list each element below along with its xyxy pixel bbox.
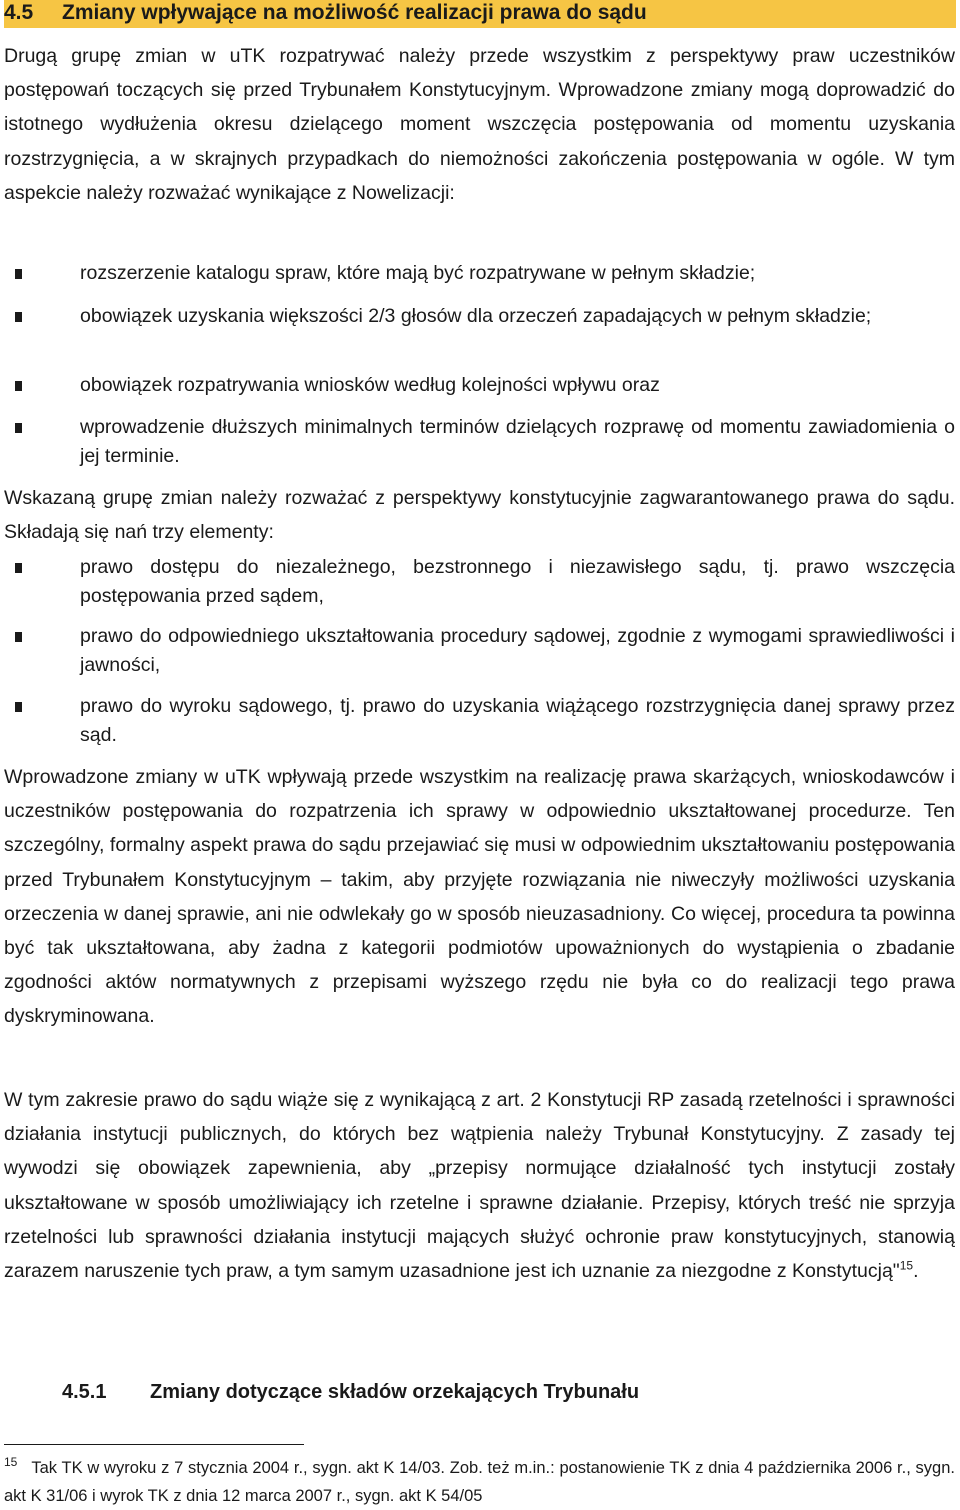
paragraph-reliability-text: W tym zakresie prawo do sądu wiąże się z wynikającą z art. 2 Konstytucji RP zasadą rzetelności i sprawności działania instytucji publicznych, do których bez wątpienia należy Trybunał Konstytucyjny. Z zasady tej wywodzi się obowiązek zapewnienia, aby „przepisy normujące działalność tych instytucji zostały ukształtowane w sposób umożliwiający ich rzetelne i sprawne działanie. Przepisy, których treść nie sprzyja rzetelności lub sprawności działania instytucji mających służyć ochronie praw konstytucyjnych, stanowią zarazem naruszenie tych praw, a tym samym uzasadnione jest ich uznanie za niezgodne z Konstytucją" [4,1089,955,1283]
paragraph-procedure: Wprowadzone zmiany w uTK wpływają przede wszystkim na realizację prawa skarżących, wnioskodawców i uczestników postępowania do rozpatrzenia ich sprawy w odpowiednio ukształtowanej procedurze. Ten szczególny, formalny aspekt prawa do sądu przejawiać się musi w odpowiednim ukształtowaniu postępowania przed Trybunałem Konstytucyjnym – takim, aby przyjęte rozwiązania nie niweczyły możliwości uzyskania orzeczenia w danej sprawie, ani nie odwlekały go w sposób nieuzasadniony. Co więcej, procedura ta powinna być tak ukształtowana, aby żadna z kategorii podmiotów upoważnionych do wystąpienia o zbadanie zgodności aktów normatywnych z przepisami wyższego rzędu nie była co do realizacji tego prawa dyskryminowana. [4,766,955,1028]
list-item: prawo do wyroku sądowego, tj. prawo do uzyskania wiążącego rozstrzygnięcia danej sprawy przez sąd. [80,695,955,746]
paragraph-right-to-court: Wskazaną grupę zmian należy rozważać z perspektywy konstytucyjnie zagwarantowanego prawa do sądu. Składają się nań trzy elementy: [4,487,955,544]
bullet-square-icon [15,702,22,712]
bullet-square-icon [15,381,22,391]
subsection-number: 4.5.1 [62,1381,107,1403]
footnote [4,1455,955,1510]
list-item: obowiązek uzyskania większości 2/3 głosów dla orzeczeń zapadających w pełnym składzie; [80,305,872,327]
paragraph-intro: Drugą grupę zmian w uTK rozpatrywać należy przede wszystkim z perspektywy praw uczestników postępowań toczących się przed Trybunałem Konstytucyjnym. Wprowadzone zmiany mogą doprowadzić do istotnego wydłużenia okresu dzielącego moment wszczęcia postępowania od momentu uzyskania rozstrzygnięcia, a w skrajnych przypadkach do niemożności zakończenia postępowania w ogóle. W tym aspekcie należy rozważać wynikające z Nowelizacji: [4,45,955,204]
section-title: Zmiany wpływające na możliwość realizacji prawa do sądu [62,1,647,24]
bullet-square-icon [15,563,22,573]
section-heading [4,0,956,28]
footnote-reference: 15 [899,1258,914,1273]
list-item: wprowadzenie dłuższych minimalnych terminów dzielących rozprawę od momentu zawiadomienia o jej terminie. [80,416,955,467]
bullet-square-icon [15,269,22,279]
subsection-title: Zmiany dotyczące składów orzekających Trybunału [150,1381,640,1403]
bullet-square-icon [15,423,22,433]
list-item: rozszerzenie katalogu spraw, które mają być rozpatrywane w pełnym składzie; [80,262,756,284]
footnote-divider [4,1444,304,1445]
paragraph-reliability-tail: . [913,1260,919,1283]
footnote-text: Tak TK w wyroku z 7 stycznia 2004 r., sygn. akt K 14/03. Zob. też m.in.: postanowienie TK z dnia 4 października 2006 r., sygn. akt K 31/06 i wyrok TK z dnia 12 marca 2007 r., sygn. akt K 54/05 [4,1459,955,1505]
subsection-heading [62,1377,639,1407]
bullet-square-icon [15,632,22,642]
bullet-square-icon [15,312,22,322]
list-item: prawo dostępu do niezależnego, bezstronnego i niezawisłego sądu, tj. prawo wszczęcia postępowania przed sądem, [80,556,955,607]
footnote-mark: 15 [4,1455,18,1469]
paragraph-reliability [4,1083,955,1288]
section-number: 4.5 [4,1,34,24]
list-item: obowiązek rozpatrywania wniosków według kolejności wpływu oraz [80,374,660,396]
list-item: prawo do odpowiedniego ukształtowania procedury sądowej, zgodnie z wymogami sprawiedliwości i jawności, [80,625,955,676]
